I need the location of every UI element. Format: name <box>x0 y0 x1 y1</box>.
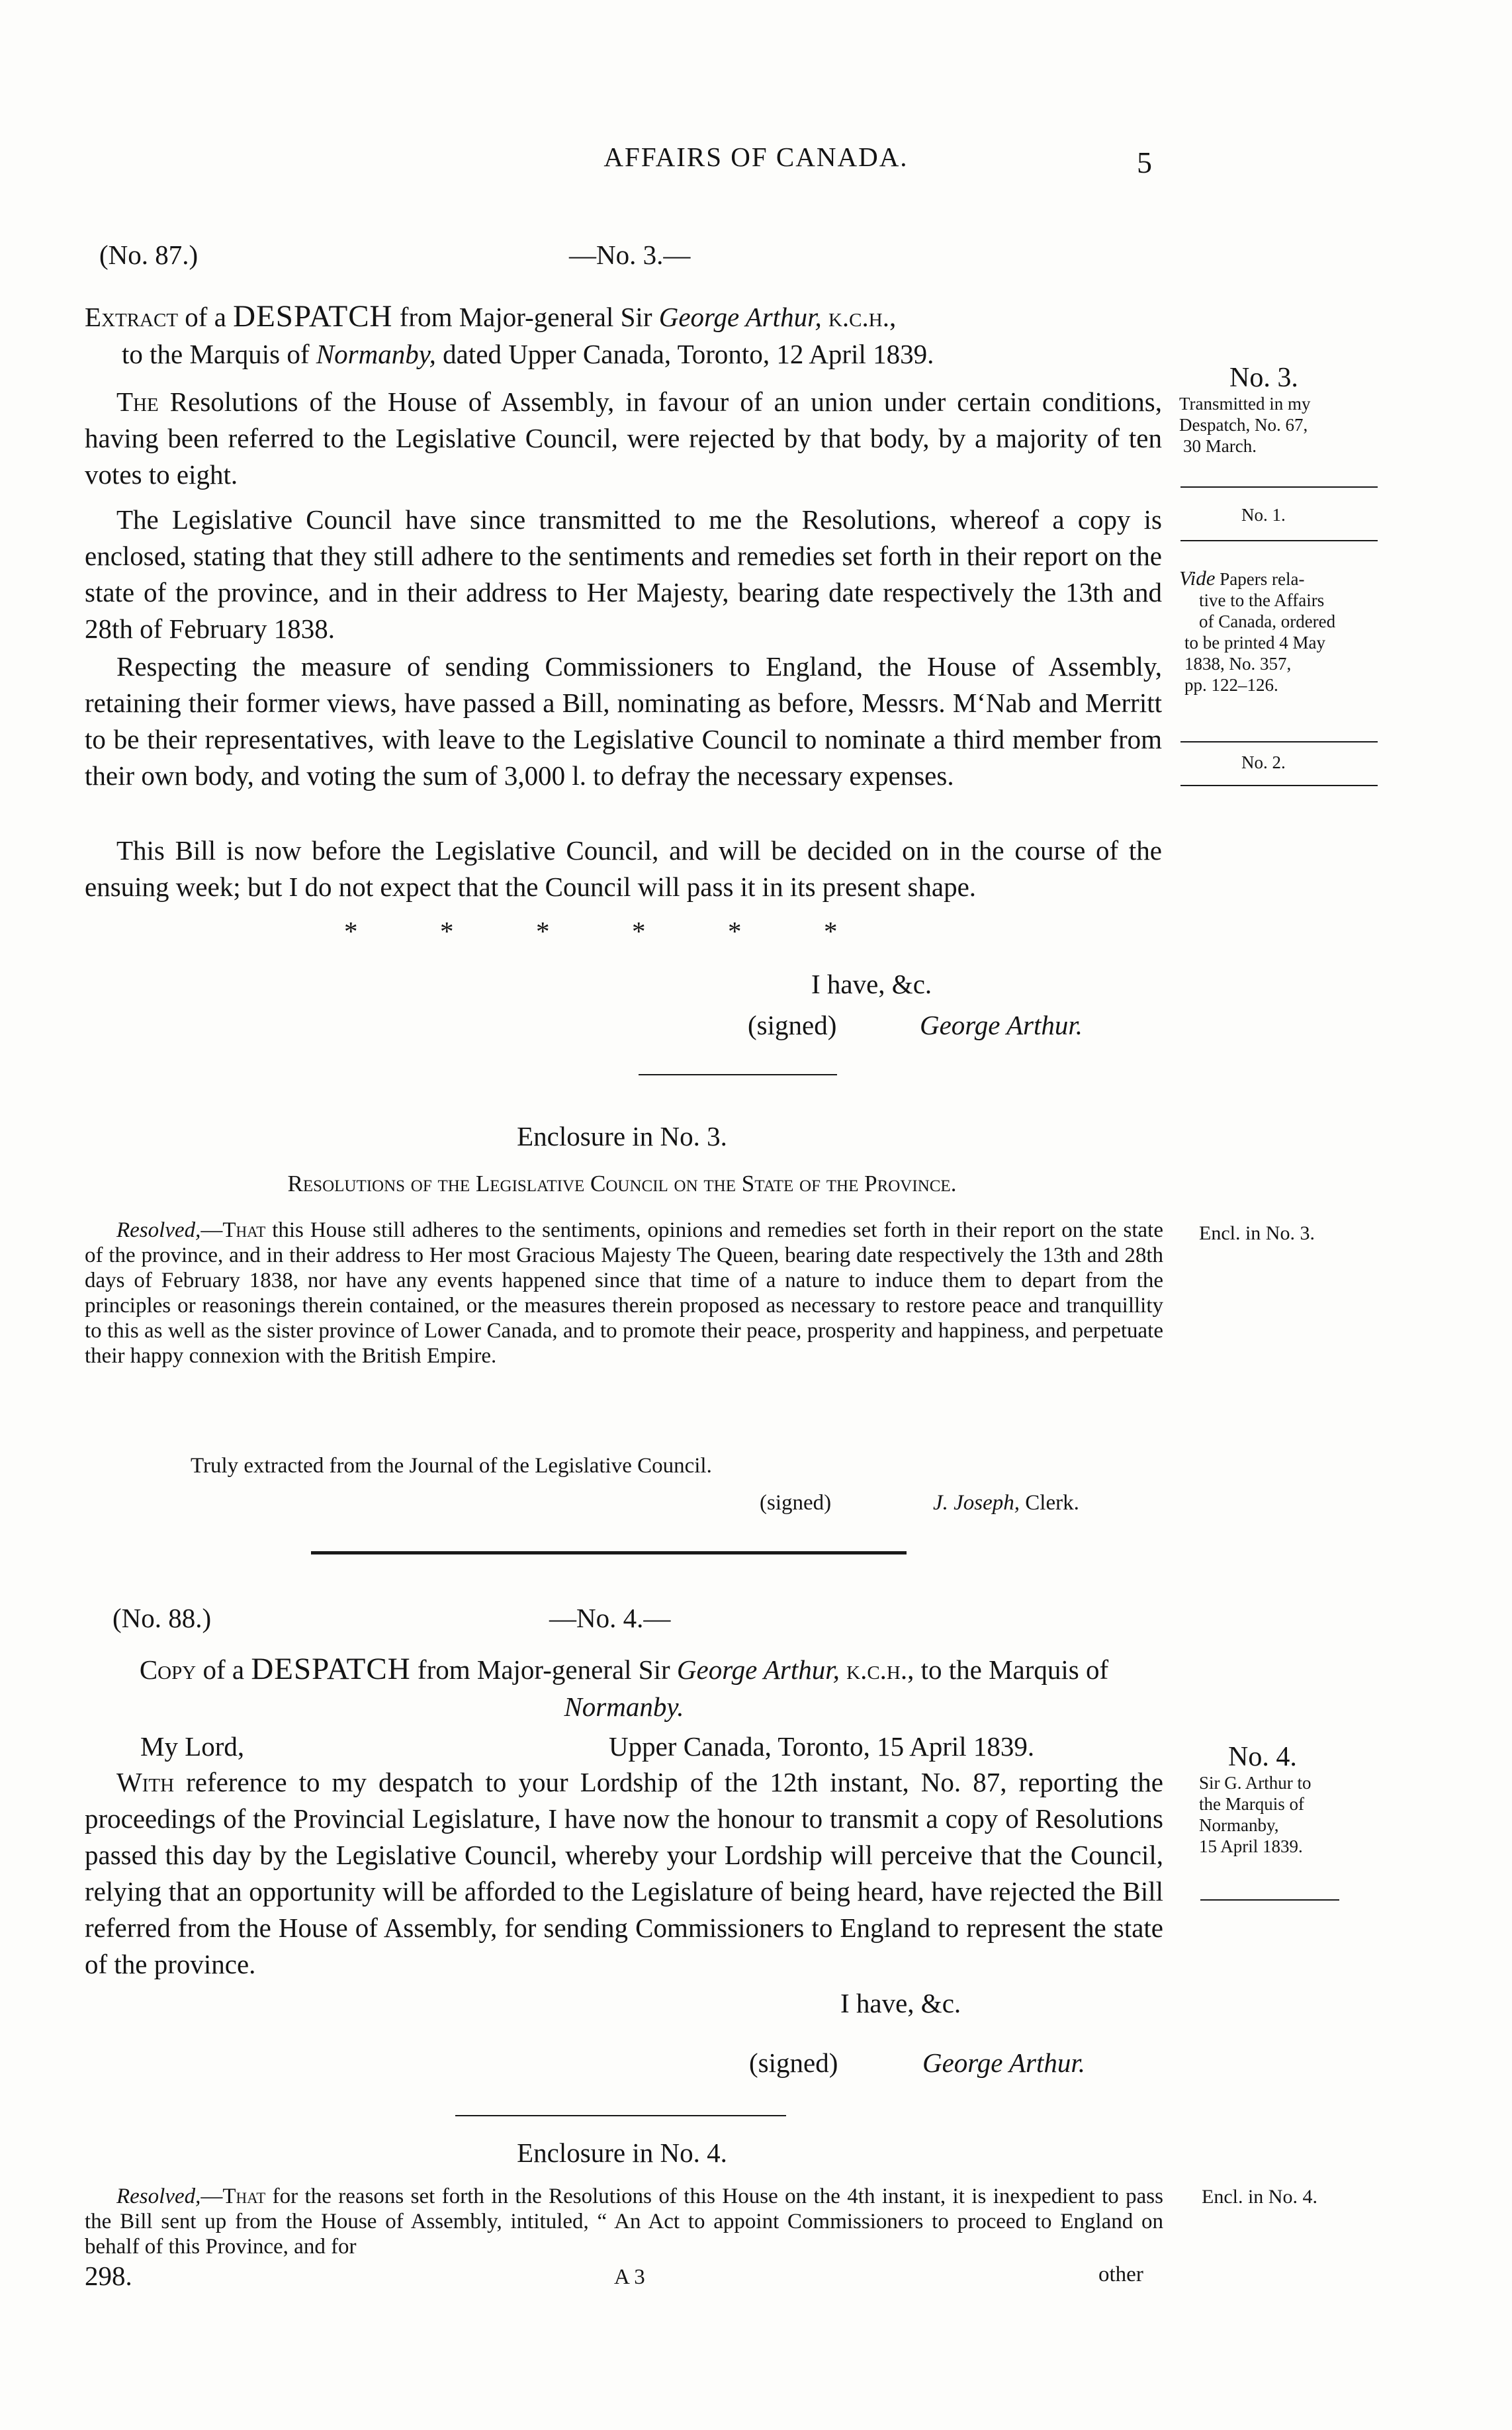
enclosure-3-title: Enclosure in No. 3. <box>517 1121 727 1151</box>
enclosure-3-extract-note: Truly extracted from the Journal of the Legislative Council. <box>191 1454 712 1478</box>
footer-catchword: other <box>1098 2263 1143 2286</box>
recipient-name: Normanby, <box>316 339 436 369</box>
margin-rule-5 <box>1200 1899 1339 1901</box>
despatch-88-salutation: My Lord, <box>140 1731 245 1762</box>
margin-vide-note: Vide Papers rela- tive to the Affairs of Canada, ordered to be printed 4 May 1838, No. 357, pp. 122–126. <box>1179 566 1336 695</box>
divider-short-2 <box>455 2115 786 2116</box>
margin-rule-1 <box>1180 486 1378 488</box>
heading-lead-word: Extract <box>85 302 179 332</box>
enclosure-3-clerk: J. Joseph, Clerk. <box>933 1491 1079 1515</box>
despatch-87-closing: I have, &c. <box>811 969 932 999</box>
margin-note-no1: No. 1. <box>1241 505 1286 525</box>
despatch-88-heading: Copy of a DESPATCH from Major-general Sir George Arthur, k.c.h., to the Marquis of Normanby. <box>139 1652 1109 1722</box>
despatch-87-ref: (No. 87.) <box>99 240 199 270</box>
despatch-88-paragraph: With reference to my despatch to your Lordship of the 12th instant, No. 87, reporting the proceedings of the Provincial Legislature, I have now the honour to transmit a copy of Resolutions passed this day by the Legislative Council, whereby your Lordship will perceive that the Council, relying that an opportunity will be afforded to the Legislature of being heard, have rejected the Bill referred from the House of Assembly, for sending Commissioners to England to represent the state of the province. <box>85 1767 1163 1979</box>
despatch-88-number: —No. 4.— <box>549 1603 671 1633</box>
despatch-88-signed: (signed) <box>749 2048 838 2078</box>
page-number: 5 <box>1137 146 1152 179</box>
despatch-87-signed: (signed) <box>748 1010 837 1040</box>
enclosure-4-title: Enclosure in No. 4. <box>517 2138 727 2168</box>
page-header-title: AFFAIRS OF CANADA. <box>603 142 909 172</box>
despatch-87-paragraph-4: This Bill is now before the Legislative Council, and will be decided on in the course of the ensuing week; but I do not expect that the Council will pass it in its present shape. <box>85 835 1162 902</box>
despatch-88-closing: I have, &c. <box>840 1988 961 2018</box>
margin-note-87: No. 3. Transmitted in my Despatch, No. 67, 30 March. <box>1179 363 1384 457</box>
enclosure-3-margin: Encl. in No. 3. <box>1199 1222 1315 1244</box>
enclosure-4-margin: Encl. in No. 4. <box>1202 2186 1317 2208</box>
despatch-87-signature: George Arthur. <box>920 1010 1083 1040</box>
margin-note-87-number: No. 3. <box>1229 363 1298 393</box>
despatch-87-heading: Extract of a DESPATCH from Major-general Sir George Arthur, k.c.h., to the Marquis of Normanby, dated Upper Canada, Toronto, 12 April 1839. <box>85 299 934 369</box>
enclosure-3-resolution: Resolved,—That this House still adheres to the sentiments, opinions and remedies set forth in their report on the state of the province, and in their address to Her most Gracious Majesty The Queen, bearing date respectively the 13th and 28th days of February 1838, nor have any events happened since that time of a nature to induce them to depart from the principles or reasonings therein contained, or the measures therein proposed as necessary to restore peace and tranquillity to this as well as the sister province of Lower Canada, and to promote their peace, prosperity and happiness, and perpetuate their happy connexion with the British Empire. <box>85 1218 1163 1368</box>
margin-rule-4 <box>1180 785 1378 786</box>
margin-note-no2: No. 2. <box>1241 752 1286 772</box>
running-header <box>0 139 1512 175</box>
footer-signature-mark: A 3 <box>614 2265 645 2289</box>
margin-rule-3 <box>1180 741 1378 742</box>
despatch-label: DESPATCH <box>233 299 393 334</box>
despatch-88-dateline: Upper Canada, Toronto, 15 April 1839. <box>609 1731 1035 1762</box>
despatch-88-signature: George Arthur. <box>922 2048 1085 2078</box>
enclosure-3-subtitle: Resolutions of the Legislative Council on the State of the Province. <box>287 1171 957 1196</box>
despatch-87-paragraph-3: Respecting the measure of sending Commissioners to England, the House of Assembly, retaining their former views, have passed a Bill, nominating as before, Messrs. M‘Nab and Merritt to be their representatives, with leave to the Legislative Council to nominate a third member from their own body, and voting the sum of 3,000 l. to defray the necessary expenses. <box>85 651 1162 791</box>
despatch-88-ref: (No. 88.) <box>112 1603 212 1633</box>
despatch-87-number: —No. 3.— <box>569 240 691 270</box>
despatch-87-paragraph-1: The Resolutions of the House of Assembly, in favour of an union under certain conditions, having been referred to the Legislative Council, were rejected by that body, by a majority of ten votes to eight. <box>85 386 1162 490</box>
margin-rule-2 <box>1180 540 1378 541</box>
divider-short-1 <box>639 1074 837 1075</box>
enclosure-4-resolution: Resolved,—That for the reasons set forth in the Resolutions of this House on the 4th instant, it is inexpedient to pass the Bill sent up from the House of Assembly, intituled, “ An Act to appoint Commissioners to proceed to England on behalf of this Province, and for <box>85 2184 1163 2259</box>
sender-name: George Arthur, <box>658 302 822 332</box>
omission-stars: * * * * * * <box>344 916 839 946</box>
margin-note-88: No. 4. Sir G. Arthur to the Marquis of Normanby, 15 April 1839. <box>1199 1742 1312 1856</box>
section-divider <box>311 1551 907 1554</box>
despatch-87-paragraph-2: The Legislative Council have since transmitted to me the Resolutions, whereof a copy is enclosed, stating that they still adhere to the sentiments and remedies set forth in their report on the state of the province, and in their address to Her Majesty, bearing date respectively the 13th and 28th of February 1838. <box>85 504 1162 644</box>
footer-page-ref: 298. <box>85 2261 132 2291</box>
enclosure-3-signed: (signed) <box>760 1491 832 1515</box>
